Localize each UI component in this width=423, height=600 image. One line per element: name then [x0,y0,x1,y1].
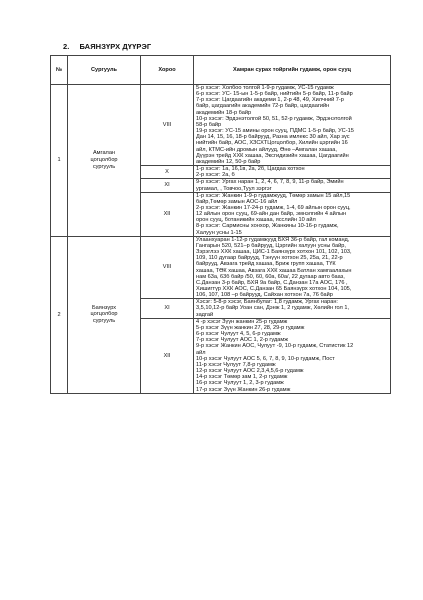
school-name-line: сургууль [92,318,116,324]
area-line: 14-р хэсэг Төмөр зам 1, 2-р гудамж [196,374,288,381]
area-line: 10-р хэсэг Чулуут АОС 5, 6, 7, 8, 9, 10-р гудамж, Пост [196,355,335,362]
area-line: 19-р хэсэг: УС-15 амины орон сууц, ПДМС 1-5-р байр, УС-15 [196,128,354,135]
area-line: айл [196,349,206,356]
school-number: 2 [51,236,68,393]
header-area: Хамран сурах тойргийн гудамж, орон сууц [194,56,391,85]
school-zone-table [50,55,391,394]
unit-number: XI [141,179,194,192]
school-number: 1 [51,85,68,237]
area-line: ургамал, , Товчоо,Туул зэргэг [196,185,272,192]
school-name-line: Баянзүрх [91,304,117,311]
unit-number: XII [141,192,194,236]
unit-number: X [141,166,194,179]
school-name [68,85,141,237]
unit-number: VIII [141,236,194,299]
area-line: 5-р хэсэг: Холбоо толгой 1-9-р гудамж, УС-15 гудамж [196,85,334,91]
area-line: байр,Төмөр замын АОС-16 айл [196,198,278,205]
area-description [194,85,391,166]
school-name-line: Амгалан [92,150,116,157]
area-line: 3,5,10,12-р байр Уоан сан, Дэнж 1, 2 гудамж, Хөлийн гол 1, [196,305,350,312]
area-line: байрууд, Авзага трейд хашаа, Бриж групп хашаа, ТҮК [196,261,336,268]
area-line: Дан 14, 15, 16, 18-р байрууд, Разна имлекс 30 айл, Хар зүс [196,134,350,141]
area-description [194,299,391,318]
area-line: 9-р хэсэг Жанкин АОС, Чулуут -9, 10-р гудамж, Статистик 12 [196,343,354,350]
school-name-line: сургууль [92,163,116,170]
area-line: байр, цагдаагийн академийн 72-р байр, цагдаагийн [196,103,330,110]
area-line: 11-р хэсэг Чулуут 7,8-р гудамж [196,361,276,368]
area-line: 17-р хэсэг Зүүн Жанкин 26-р гудамж [196,386,291,393]
area-line: 2-р хэсэг: 2а, б [196,172,235,179]
section-heading [63,42,161,51]
area-line: академийн 12, 50-р байр [196,158,261,165]
area-line: 109, 110 дугаар байрууд, Тэнүүн хотхон 25, 25а, 21, 22-р [196,255,343,262]
area-line: Улаанхуаран 1-12-р гудамжууд БХЯ 36-р байр, гал команд, [196,236,350,243]
area-line: орон сууц, ботаникийн хашаа, ясслийн 10 айл [196,217,316,224]
area-line: 7-р хэсэг: Цагдаагийн академи 1, 2-р 48, 49, Хилчний 7-р [196,97,344,104]
area-line: Гангарын 520, 521–р байрууд, Цэргийн халуун усны байр, [196,242,346,249]
area-line: айл, КТМС-ийн дромын айлууд, Өнө –Амгалан хашаа, [196,146,337,153]
school-name [68,236,141,393]
area-description [194,236,391,299]
table-row [51,236,391,299]
unit-number: VIII [141,85,194,166]
area-line: 5-р хэсэг Зүүн жанкин 27, 28, 29-р гудамж [196,324,305,331]
section-number: 2. [63,42,70,51]
table-row [51,85,391,166]
area-line: 4 -р хэсэг Зүүн жанкин 25-р гудамж [196,318,288,325]
section-title: БАЯНЗҮРХ ДҮҮРЭГ [79,42,152,51]
area-line: 9-р хэсэг: Ургах наран 1, 2, 4, 6, 7, 8, 9, 11-р байр, Эмийн [196,179,344,186]
area-line: 10-р хэсэг: Эрдэнэтолгой 50, 51, 52-р гудамж, Эрдэнэтолгой [196,115,352,122]
area-line: 8-р хэсэг: Сармисны хонхор, Жанкины 10-16-р гудамж, [196,223,339,230]
header-unit: Хороо [141,56,194,85]
school-name-line: цогцолбор [90,311,118,318]
table-body [51,85,391,394]
area-line: 1-р хэсэг: Жанкин 1-9-р гудамжууд, Төмөр замын 15 айл,15 [196,192,351,199]
area-line: Дүүрэн трейд ХХК хашаа, Эксгидизийн хашаа, Цагдаагийн [196,152,349,159]
area-description [194,318,391,393]
area-line: задгай [196,311,214,318]
unit-number: XII [141,318,194,393]
area-line: хашаа, ТӨК хашаа, Авзага ХХК хашаа Батлан хамгаалахын [196,267,352,274]
area-description [194,166,391,179]
area-line: Халуун усны 1-15 [196,229,242,236]
area-line: Хэсэг: 5-8-р хэсэг, Баянбулаг: 1,8 гудамж, Ургах наран: [196,299,338,306]
area-line: академийн 18-р байр [196,109,252,116]
area-line: 6-р хэсэг Чулуут 4, 5, 6-р гудамж [196,331,281,338]
header-row [51,56,391,85]
area-line: 58-р байр [196,121,222,128]
area-line: 1-р хэсэг: 1а, 16,1в, 2а, 2б, Цагдаа хотхон [196,166,305,173]
header-no: № [51,56,68,85]
area-line: 6-р хэсэг: УС- 15-ын 1-5-р байр, нийтийн 5-р байр, 11-р байр [196,91,353,98]
unit-number: XI [141,299,194,318]
area-line: 12-р хэсэг Чулуут АОС 2,3,4,5,6-р гудамж [196,368,304,375]
area-line: 12 айлын орон сууц, 69-айн дан байр, эмнэлгийн 4 айлын [196,211,347,218]
school-name-line: цогцолбор [90,157,118,164]
header-school: Сургууль [68,56,141,85]
area-line: С.Данзан 3-р байр, БХЯ 9а байр, С.Данзан 17а АОС, 176 , [196,279,348,286]
area-line: 7-р хэсэг Чулуут АОС 1, 2-р гудамж [196,337,288,344]
area-description [194,192,391,236]
area-line: нам 63а, 63б байр /50, 60, 60а, 60а/, 22 дугаар авто бааз, [196,273,345,280]
area-line: Хишигтүр ХХК АОС, С.Данзан 65 Баянзүрх хотхон 104, 105, [196,286,352,292]
area-line: 2-р хэсэг: Жанкин 17-24-р гудамж, 1-4, 69 айлын орон сууц, [196,204,351,211]
area-line: Зэрэглээ ХХК хашаа, ЦИС-1 Баянзүрх хотхон 101, 102, 103, [196,249,352,256]
area-description [194,179,391,192]
area-line: 106, 107, 108 –р байрууд, Сайхан хотхон 7а, 76 байр [196,292,333,299]
area-line: нийтийн байр, АОС, ХЗСХТЦогцолбор, Хилийн цэргийн 16 [196,140,348,147]
area-line: 16-р хэсэг Чулуут 1, 2, 3-р гудамж [196,380,284,387]
